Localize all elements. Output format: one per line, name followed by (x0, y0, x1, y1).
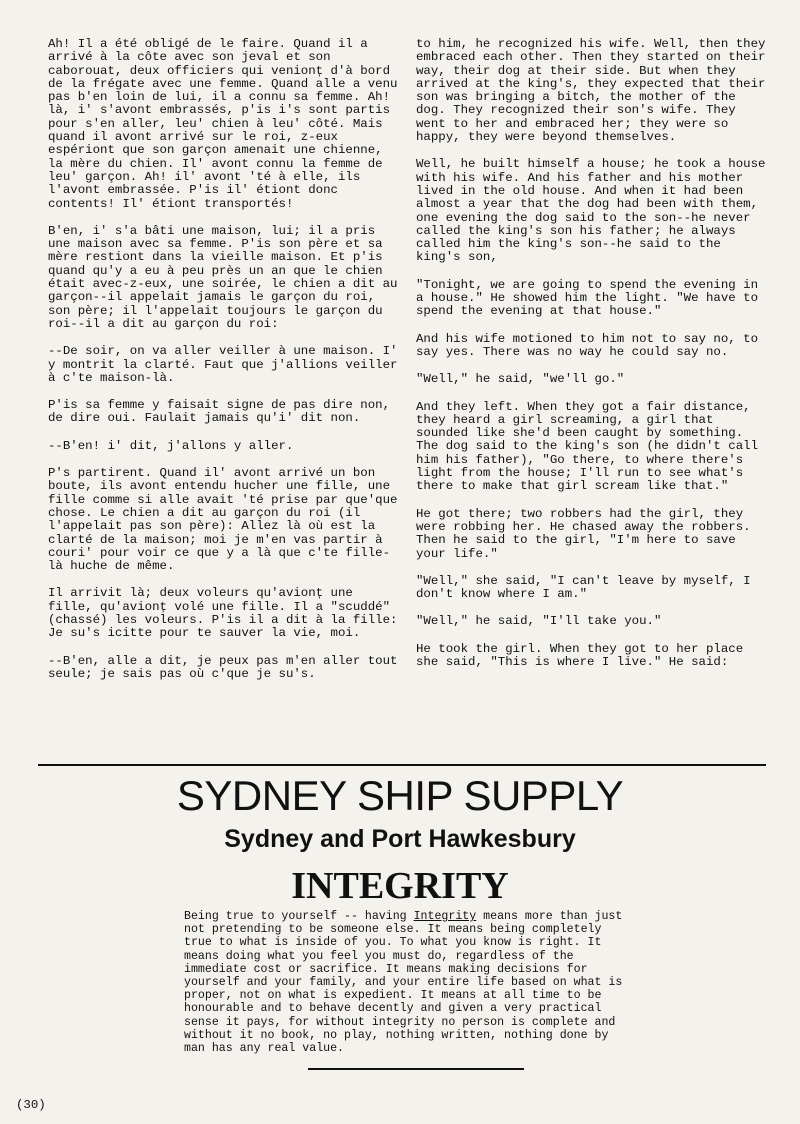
english-paragraph: And they left. When they got a fair distance, they heard a girl screaming, a girl that sounded like she'd been caught by something. The dog said to the king's son (he didn't call him his father), "Go there, to where there's light from the house; I'll run to see what's there to make that girl scream like that." (416, 399, 759, 494)
story-english-column (416, 38, 766, 683)
ad-title: SYDNEY SHIP SUPPLY (176, 772, 624, 819)
integrity-body-rest: means more than just not pretending to be someone else. It means being completely true to what is inside of you. To what you know is right. It means doing what you feel you must do, regardless of the immediate cost or sacrifice. It means making decisions for yourself and your family, and your entire life based on what is proper, not on what is expedient. It means at all time to be honourable and to behave decently and given a very practical sense it pays, for without integrity no person is complete and without it no book, no play, nothing written, nothing done by man has any real value. (184, 910, 623, 1056)
french-paragraph: Ah! Il a été obligé de le faire. Quand il a arrivé à la côte avec son jeval et son caborouat, deux officiers qui venionț d'à bord de la frégate avec une femme. Quand alle a venu pas b'en loin de lui, il a connu sa femme. Ah! là, i' s'avont embrassés, p'is i's sont partis pour s'en aller, leu' chien à leu' côté. Mais quand il avont arrivé sur le roi, z-eux espériont que son garçon amenait une chienne, la mère du chien. Il' avont connu la femme de leu' garçon. Ah! il' avont 'té à elle, ils l'avont embrassée. P'is il' étiont donc contents! Il' étiont transportés! (48, 37, 398, 211)
story-french-column (48, 38, 404, 695)
french-paragraph: --B'en, alle a dit, je peux pas m'en aller tout seule; je sais pas où c'que je su's. (48, 653, 398, 681)
french-paragraph: B'en, i' s'a bâti une maison, lui; il a pris une maison avec sa femme. P'is son père et sa mère restiont dans la vieille maison. Et p'is quand qu'y a eu à peu près un an que le chien était avec-z-eux, une soirée, le chien a dit au garçon--il appelait jamais le garçon du roi, son père; il l'appelait toujours le garçon du roi--il a dit au garçon du roi: (48, 223, 398, 331)
ad-subtitle: Sydney and Port Hawkesbury (224, 825, 576, 853)
english-paragraph: "Tonight, we are going to spend the evening in a house." He showed him the light. "We have to spend the evening at that house." (416, 277, 759, 319)
integrity-heading: INTEGRITY (291, 865, 509, 907)
french-paragraph: P'is sa femme y faisait signe de pas dire non, de dire oui. Faulait jamais qu'i' dit non. (48, 398, 391, 426)
french-paragraph: P's partirent. Quand il' avont arrivé un bon boute, ils avont entendu hucher une fille, une fille comme si alle avait 'té prise par que'que chose. Le chien a dit au garçon du roi (il l'appelait pas son père): Allez là où est la clarté de la maison; moi je m'en vas partir à couri' pour voir ce que y a là que c'te fille-là huche de même. (48, 466, 398, 574)
english-paragraph: And his wife motioned to him not to say no, to say yes. There was no way he could say no. (416, 331, 759, 359)
page-number: (30) (16, 1098, 46, 1112)
english-paragraph: "Well," he said, "I'll take you." (416, 614, 662, 629)
english-paragraph: He took the girl. When they got to her place she said, "This is where I live." He said: (416, 641, 744, 669)
english-paragraph: to him, he recognized his wife. Well, then they embraced each other. Then they started on their way, their dog at their side. But when they arrived at the king's, they expected that their son was bringing a bitch, the mother of the dog. They recognized their son's wife. They went to her and embraced her; they were so happy, they were beyond themselves. (416, 37, 766, 145)
bottom-divider (308, 1068, 524, 1070)
integrity-body (184, 910, 636, 1055)
integrity-keyword: Integrity (413, 910, 477, 923)
english-paragraph: He got there; two robbers had the girl, they were robbing her. He chased away the robbers. Then he said to the girl, "I'm here to save your life." (416, 506, 751, 561)
french-paragraph: Il arrivit là; deux voleurs qu'avionț une fille, qu'avionț volé une fille. Il a "scuddé" (chassé) les voleurs. P'is il a dit à la fille: Je su's icitte pour te sauver la vie, moi. (48, 586, 398, 641)
integrity-body-start: Being true to yourself -- having (184, 910, 414, 923)
english-paragraph: "Well," he said, "we'll go." (416, 372, 625, 387)
english-paragraph: Well, he built himself a house; he took a house with his wife. And his father and his mother lived in the old house. And when it had been almost a year that the dog had been with them, one evening the dog said to the son--he never called the king's son his father; he always called him the king's son--he said to the king's son, (416, 157, 766, 265)
section-divider (38, 764, 766, 766)
french-paragraph: --De soir, on va aller veiller à une maison. I' y montrit la clarté. Faut que j'allions veiller à c'te maison-là. (48, 344, 398, 385)
french-paragraph: --B'en! i' dit, j'allons y aller. (48, 438, 294, 453)
english-paragraph: "Well," she said, "I can't leave by myself, I don't know where I am." (416, 573, 751, 602)
